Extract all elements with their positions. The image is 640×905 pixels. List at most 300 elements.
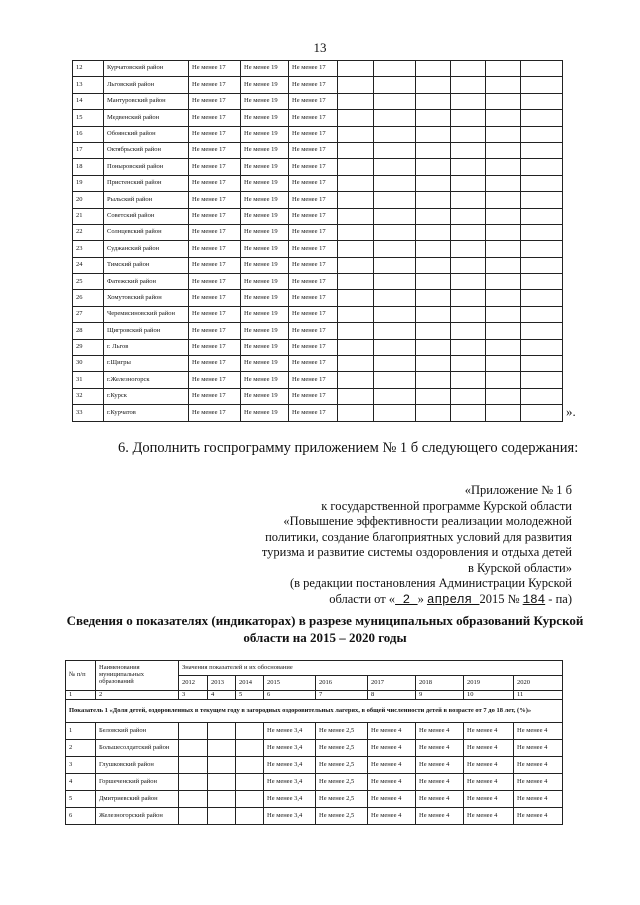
table-cell: Медвенский район: [104, 110, 189, 126]
month: апреля: [426, 592, 480, 607]
empty-cell: [416, 192, 451, 208]
empty-cell: [451, 159, 486, 175]
table-cell: Не менее 17: [289, 290, 338, 306]
empty-cell: [338, 339, 374, 355]
table-cell: Не менее 17: [289, 192, 338, 208]
table-cell: 2: [66, 740, 96, 757]
annex-line: политики, создание благоприятных условий для развития: [265, 529, 572, 544]
empty-cell: [521, 110, 563, 126]
table-cell: 1: [66, 691, 96, 700]
empty-cell: [451, 142, 486, 158]
table-cell: 26: [73, 290, 104, 306]
empty-cell: [521, 405, 563, 421]
empty-cell: [451, 306, 486, 322]
empty-cell: [486, 175, 521, 191]
empty-cell: [338, 110, 374, 126]
table-cell: 2020: [514, 676, 563, 691]
empty-cell: [416, 93, 451, 109]
empty-cell: [486, 356, 521, 372]
table-cell: Не менее 17: [189, 142, 241, 158]
table-cell: Не менее 2,5: [316, 757, 368, 774]
empty-cell: [486, 274, 521, 290]
empty-cell: [451, 356, 486, 372]
annex-line: (в редакции постановления Администрации Курской: [289, 576, 572, 590]
table-cell: Не менее 17: [289, 110, 338, 126]
table-cell: Не менее 19: [241, 372, 289, 388]
empty-cell: [374, 110, 416, 126]
table-cell: Поныровский район: [104, 159, 189, 175]
table-row: [73, 61, 563, 77]
empty-cell: [486, 77, 521, 93]
table-row: [73, 323, 563, 339]
empty-cell: [374, 208, 416, 224]
empty-cell: [416, 110, 451, 126]
table-row: [73, 274, 563, 290]
table-cell: Не менее 2,5: [316, 808, 368, 825]
table-cell: [208, 757, 236, 774]
table-row: [73, 77, 563, 93]
table-cell: Не менее 17: [189, 126, 241, 142]
table-cell: Не менее 17: [289, 208, 338, 224]
table-cell: Не менее 17: [289, 257, 338, 273]
empty-cell: [416, 274, 451, 290]
table-cell: Не менее 17: [189, 175, 241, 191]
table-cell: Железногорский район: [96, 808, 179, 825]
table-cell: Не менее 17: [289, 241, 338, 257]
annex-date-line: [152, 592, 572, 609]
empty-cell: [338, 208, 374, 224]
empty-cell: [451, 290, 486, 306]
table-cell: 33: [73, 405, 104, 421]
empty-cell: [451, 372, 486, 388]
table-cell: Не менее 19: [241, 77, 289, 93]
header-num: № п/п: [66, 661, 96, 691]
table-row: [73, 306, 563, 322]
table-cell: 3: [66, 757, 96, 774]
table-cell: 2015: [264, 676, 316, 691]
table-cell: [179, 774, 208, 791]
annex-line: в Курской области»: [467, 560, 572, 575]
table-cell: Не менее 4: [416, 808, 464, 825]
table-cell: Не менее 19: [241, 192, 289, 208]
table-cell: Не менее 19: [241, 61, 289, 77]
empty-cell: [486, 61, 521, 77]
empty-cell: [451, 93, 486, 109]
table-cell: [179, 757, 208, 774]
empty-cell: [416, 306, 451, 322]
empty-cell: [451, 339, 486, 355]
table-cell: г.Курск: [104, 388, 189, 404]
table-row: [73, 356, 563, 372]
table-cell: 19: [73, 175, 104, 191]
empty-cell: [416, 405, 451, 421]
table-cell: [179, 791, 208, 808]
empty-cell: [521, 356, 563, 372]
table-cell: 8: [368, 691, 416, 700]
empty-cell: [338, 372, 374, 388]
table-cell: Не менее 4: [416, 723, 464, 740]
table-cell: Не менее 2,5: [316, 723, 368, 740]
table-cell: Не менее 4: [416, 757, 464, 774]
empty-cell: [338, 77, 374, 93]
table-cell: Не менее 17: [289, 142, 338, 158]
table-cell: 30: [73, 356, 104, 372]
annex-line: «Повышение эффективности реализации молодежной: [283, 514, 572, 528]
table-row: [66, 774, 563, 791]
empty-cell: [451, 192, 486, 208]
table-cell: Глушковский район: [96, 757, 179, 774]
empty-cell: [374, 405, 416, 421]
empty-cell: [486, 306, 521, 322]
table-cell: Не менее 4: [416, 774, 464, 791]
table-cell: Не менее 4: [464, 808, 514, 825]
table-cell: [208, 791, 236, 808]
text: 2015 №: [479, 591, 523, 606]
table-cell: Не менее 19: [241, 208, 289, 224]
annex-line: к государственной программе Курской области: [321, 498, 572, 513]
table-cell: 22: [73, 224, 104, 240]
table-cell: 24: [73, 257, 104, 273]
empty-cell: [416, 241, 451, 257]
table-cell: 6: [66, 808, 96, 825]
empty-cell: [338, 93, 374, 109]
table-row: [73, 257, 563, 273]
annex-header: [152, 483, 572, 608]
empty-cell: [416, 61, 451, 77]
table-cell: 1: [66, 723, 96, 740]
table-cell: Фатежский район: [104, 274, 189, 290]
table-cell: Не менее 4: [416, 740, 464, 757]
empty-cell: [451, 388, 486, 404]
empty-cell: [521, 192, 563, 208]
table-cell: 5: [66, 791, 96, 808]
table-row: [73, 175, 563, 191]
table-cell: 21: [73, 208, 104, 224]
table-cell: Солнцевский район: [104, 224, 189, 240]
empty-cell: [338, 192, 374, 208]
table-cell: Не менее 17: [189, 306, 241, 322]
empty-cell: [521, 241, 563, 257]
table-cell: 11: [514, 691, 563, 700]
header-values: Значения показателей и их обоснование: [179, 661, 563, 676]
empty-cell: [338, 126, 374, 142]
empty-cell: [521, 339, 563, 355]
table-cell: 5: [236, 691, 264, 700]
empty-cell: [521, 306, 563, 322]
table-cell: 32: [73, 388, 104, 404]
table-cell: Не менее 17: [189, 405, 241, 421]
table-cell: 4: [208, 691, 236, 700]
table-cell: Не менее 17: [289, 61, 338, 77]
empty-cell: [374, 192, 416, 208]
table-row: [66, 791, 563, 808]
annex-line: «Приложение № 1 б: [464, 483, 572, 497]
table-cell: Не менее 19: [241, 126, 289, 142]
empty-cell: [374, 274, 416, 290]
empty-cell: [338, 175, 374, 191]
empty-cell: [416, 388, 451, 404]
empty-cell: [486, 93, 521, 109]
table-cell: 2013: [208, 676, 236, 691]
empty-cell: [338, 274, 374, 290]
table-cell: Не менее 17: [189, 192, 241, 208]
table-cell: Не менее 19: [241, 290, 289, 306]
table-cell: Не менее 4: [514, 740, 563, 757]
table-cell: Не менее 19: [241, 93, 289, 109]
table-row: [66, 740, 563, 757]
table-row: [73, 388, 563, 404]
table-cell: Не менее 17: [189, 93, 241, 109]
table-cell: Не менее 17: [189, 290, 241, 306]
empty-cell: [451, 126, 486, 142]
empty-cell: [338, 241, 374, 257]
empty-cell: [451, 405, 486, 421]
empty-cell: [374, 356, 416, 372]
table-cell: Не менее 17: [289, 405, 338, 421]
table-cell: Не менее 19: [241, 356, 289, 372]
table-cell: Не менее 17: [189, 159, 241, 175]
empty-cell: [374, 241, 416, 257]
table-cell: [236, 808, 264, 825]
empty-cell: [374, 257, 416, 273]
table-cell: 9: [416, 691, 464, 700]
table-row: [73, 372, 563, 388]
table-cell: 31: [73, 372, 104, 388]
table-cell: Не менее 3,4: [264, 757, 316, 774]
table-cell: Обоянский район: [104, 126, 189, 142]
table-cell: Не менее 2,5: [316, 740, 368, 757]
table-cell: Не менее 3,4: [264, 791, 316, 808]
empty-cell: [416, 290, 451, 306]
table-row: [73, 159, 563, 175]
empty-cell: [416, 159, 451, 175]
empty-cell: [416, 323, 451, 339]
table-cell: Мантуровский район: [104, 93, 189, 109]
table-cell: [179, 808, 208, 825]
table-cell: Не менее 19: [241, 388, 289, 404]
table-cell: 18: [73, 159, 104, 175]
table-cell: [179, 723, 208, 740]
table-cell: Хомутовский район: [104, 290, 189, 306]
table-cell: 17: [73, 142, 104, 158]
table-cell: Не менее 17: [189, 388, 241, 404]
table-cell: Не менее 17: [189, 61, 241, 77]
empty-cell: [374, 323, 416, 339]
empty-cell: [338, 257, 374, 273]
table-cell: 2014: [236, 676, 264, 691]
table-cell: 6: [264, 691, 316, 700]
table-cell: Не менее 17: [189, 323, 241, 339]
table-cell: Не менее 17: [189, 77, 241, 93]
table-cell: Не менее 19: [241, 257, 289, 273]
table-cell: Не менее 4: [514, 757, 563, 774]
table-cell: г.Курчатов: [104, 405, 189, 421]
table-cell: Не менее 19: [241, 175, 289, 191]
table-cell: Не менее 2,5: [316, 791, 368, 808]
table-row: [66, 723, 563, 740]
empty-cell: [374, 339, 416, 355]
empty-cell: [374, 93, 416, 109]
table-cell: 2019: [464, 676, 514, 691]
table-cell: 28: [73, 323, 104, 339]
closing-quote: ».: [566, 404, 576, 419]
empty-cell: [338, 159, 374, 175]
table-cell: [236, 774, 264, 791]
table-cell: Не менее 17: [289, 126, 338, 142]
table-cell: Не менее 19: [241, 224, 289, 240]
table-cell: Октябрьский район: [104, 142, 189, 158]
table-cell: Не менее 17: [189, 356, 241, 372]
empty-cell: [374, 159, 416, 175]
resolution-number: 184: [522, 592, 546, 607]
empty-cell: [451, 241, 486, 257]
table-cell: 2016: [316, 676, 368, 691]
table-cell: Дмитриевский район: [96, 791, 179, 808]
table-row: [73, 142, 563, 158]
empty-cell: [451, 61, 486, 77]
empty-cell: [486, 339, 521, 355]
table-cell: Черемисиновский район: [104, 306, 189, 322]
empty-cell: [521, 372, 563, 388]
table-cell: 12: [73, 61, 104, 77]
table-cell: Не менее 19: [241, 274, 289, 290]
table-cell: Не менее 17: [289, 306, 338, 322]
empty-cell: [374, 388, 416, 404]
table-cell: Курчатовский район: [104, 61, 189, 77]
table-cell: Щигровский район: [104, 323, 189, 339]
table-cell: Не менее 19: [241, 142, 289, 158]
empty-cell: [521, 142, 563, 158]
table-cell: Не менее 17: [289, 224, 338, 240]
empty-cell: [486, 388, 521, 404]
empty-cell: [521, 77, 563, 93]
empty-cell: [416, 257, 451, 273]
table-cell: Не менее 4: [368, 757, 416, 774]
empty-cell: [486, 405, 521, 421]
table-cell: Льговский район: [104, 77, 189, 93]
empty-cell: [374, 224, 416, 240]
empty-cell: [521, 323, 563, 339]
table-cell: Не менее 4: [464, 757, 514, 774]
table-cell: [236, 757, 264, 774]
empty-cell: [521, 126, 563, 142]
table-cell: 23: [73, 241, 104, 257]
empty-cell: [521, 290, 563, 306]
table-cell: Не менее 19: [241, 159, 289, 175]
empty-cell: [416, 142, 451, 158]
empty-cell: [486, 110, 521, 126]
table-cell: Тимский район: [104, 257, 189, 273]
table-row: [73, 208, 563, 224]
table-cell: [236, 723, 264, 740]
table-cell: [208, 808, 236, 825]
indicators-table: [65, 660, 563, 825]
empty-cell: [521, 388, 563, 404]
table-cell: Не менее 4: [368, 808, 416, 825]
table-row: [73, 192, 563, 208]
table-cell: Не менее 4: [514, 791, 563, 808]
empty-cell: [521, 274, 563, 290]
empty-cell: [486, 257, 521, 273]
empty-cell: [486, 142, 521, 158]
table-cell: Не менее 4: [368, 791, 416, 808]
text: »: [417, 591, 427, 606]
table-cell: Не менее 4: [416, 791, 464, 808]
annex-line: туризма и развитие системы оздоровления и отдыха детей: [261, 545, 572, 559]
section-title: Сведения о показателях (индикаторах) в разрезе муниципальных образований Курской области на 2015 – 2020 годы: [66, 613, 584, 645]
table-cell: Не менее 19: [241, 323, 289, 339]
empty-cell: [374, 126, 416, 142]
table-cell: Не менее 17: [289, 274, 338, 290]
table-cell: Не менее 4: [368, 723, 416, 740]
table-cell: Не менее 4: [368, 774, 416, 791]
empty-cell: [451, 257, 486, 273]
table-cell: Не менее 4: [514, 723, 563, 740]
table-cell: 2017: [368, 676, 416, 691]
empty-cell: [374, 77, 416, 93]
empty-cell: [486, 372, 521, 388]
empty-cell: [521, 175, 563, 191]
empty-cell: [451, 323, 486, 339]
table-cell: [179, 740, 208, 757]
empty-cell: [416, 77, 451, 93]
table-cell: Не менее 17: [189, 372, 241, 388]
table-cell: Не менее 19: [241, 241, 289, 257]
table-cell: Не менее 17: [289, 175, 338, 191]
table-cell: г. Льгов: [104, 339, 189, 355]
empty-cell: [416, 224, 451, 240]
page-number: 13: [313, 40, 327, 55]
empty-cell: [374, 306, 416, 322]
empty-cell: [416, 372, 451, 388]
indicator-row: Показатель 1 «Доля детей, оздоровленных в текущем году в загородных оздоровительных лагерях, в общей численности детей в возрасте от 7 до 18 лет, (%)»: [66, 700, 563, 723]
table-cell: Не менее 4: [464, 723, 514, 740]
table-cell: Советский район: [104, 208, 189, 224]
table-cell: Не менее 4: [368, 740, 416, 757]
empty-cell: [486, 224, 521, 240]
table-cell: Не менее 17: [289, 159, 338, 175]
table-cell: 20: [73, 192, 104, 208]
table-cell: [208, 774, 236, 791]
empty-cell: [338, 356, 374, 372]
table-cell: 2018: [416, 676, 464, 691]
table-cell: Не менее 4: [514, 808, 563, 825]
table-cell: 2: [96, 691, 179, 700]
empty-cell: [416, 208, 451, 224]
table-cell: Не менее 17: [289, 77, 338, 93]
empty-cell: [338, 323, 374, 339]
header-name: Наименования муниципальных образований: [96, 661, 179, 691]
empty-cell: [338, 142, 374, 158]
table-cell: Не менее 19: [241, 339, 289, 355]
table-row: [73, 241, 563, 257]
table-row: [73, 126, 563, 142]
empty-cell: [451, 77, 486, 93]
table-cell: 25: [73, 274, 104, 290]
table-row: [73, 93, 563, 109]
empty-cell: [416, 175, 451, 191]
empty-cell: [374, 142, 416, 158]
table-cell: Не менее 4: [464, 791, 514, 808]
empty-cell: [374, 175, 416, 191]
table-row: [73, 405, 563, 421]
empty-cell: [451, 274, 486, 290]
table-cell: [236, 740, 264, 757]
empty-cell: [521, 257, 563, 273]
empty-cell: [338, 224, 374, 240]
empty-cell: [521, 159, 563, 175]
table-cell: Не менее 3,4: [264, 740, 316, 757]
